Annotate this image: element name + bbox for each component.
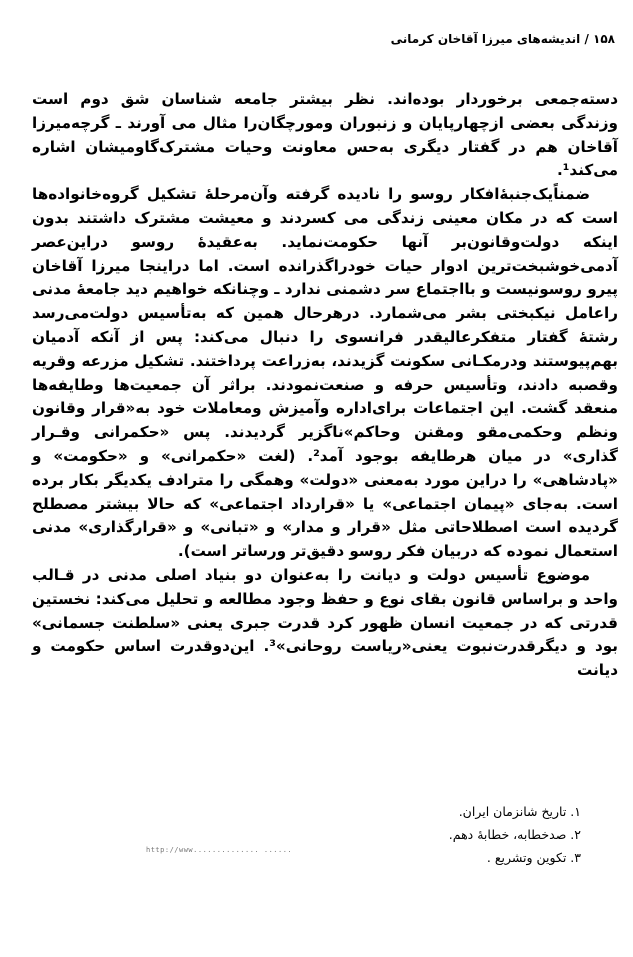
body-text (32, 88, 618, 683)
footnote: ۳. تکوین وتشریع . (486, 850, 581, 865)
header-separator: / (584, 32, 589, 46)
paragraph: موضوع تأسیس دولت و دیانت را به‌عنوان دو بنیاد اصلی مدنی در قـالب واحد و براساس قانون بقای نوع و حفظ وجود مطالعه و تحلیل می‌کند: نخستین قدرتی که در جمعیت انسان ظهور کرد قدرت جبری یعنی «سلطنت جسمانی» بود و دیگرقدرت‌نبوت یعنی«ریاست روحانی»³. این‌دوقدرت اساس حکومت و دیانت (32, 565, 618, 680)
paragraph: دسته‌جمعی برخوردار بوده‌اند. نظر بیشتر جامعه شناسان شق دوم است وزندگی بعضی ازچهارپایان و زنبوران ومورچگان‌را مثال می آورند ـ گرچه‌میرزا آقاخان هم در گفتار دیگری به‌حس معاونت وحیات مشترک‌گاومیشان اشاره می‌کند¹. (32, 90, 618, 180)
footnotes (449, 800, 581, 869)
running-title: اندیشه‌های میرزا آقاخان کرمانی (390, 32, 581, 46)
watermark-url: http://www.............. ...... (146, 846, 293, 854)
paragraph: ضمناً‌یک‌جنبهٔ‌افکار روسو را نادیده گرفته وآن‌مرحلهٔ تشکیل گروه‌خانواده‌ها است که در مکان معینی زندگی می کسردند و معیشت مشترک داشتند بدون اینکه دولت‌وقانون‌بر آنها حکومت‌نماید. به‌عقیدهٔ روسو دراین‌عصر آدمی‌خوشبخت‌ترین ادوار حیات خودراگذرانده است. اما دراینجا میرزا آقاخان پیرو روسونیست و بااجتماع سر دشمنی ندارد ـ وچنانکه خواهیم دید جامعهٔ مدنی راعامل نیکبختی بشر می‌شمارد. درهرحال همین که به‌تأسیس دولت‌می‌رسد رشتهٔ گفتار متفکرعالیقدر فرانسوی را دنبال می‌کند: پس از آنکه آدمیان بهم‌پیوستند ودرمکـانی سکونت گزیدند، به‌زراعت پرداختند. تشکیل مزرعه وقریه وقصبه دادند، وتأسیس حرفه و صنعت‌نمودند. براثر آن جمعیت‌ها وطایفه‌ها منعقد گشت. این اجتماعات برای‌اداره وآمیزش ومعاملات خود به«قرار وقانون ونظم وحکمی‌مقو ومقنن وحاکم»ناگزیر گردیدند. پس «حکمرانی وقـرار گذاری» در میان هرطایفه بوجود آمد². (لغت «حکمرانی» و «حکومت» و «پادشاهی» را دراین مورد به‌معنی «دولت» وهمگی را مترادف یکدیگر بکار برده است. به‌جای «پیمان اجتماعی» یا «قرارداد اجتماعی» که حالا بیشتر مصطلح گردیده است اصطلاحاتی مثل «قرار و مدار» و «تبانی» و «قرارگذاری» مدنی استعمال نموده که دربیان فکر روسو دقیق‌تر ورساتر است). (32, 185, 618, 561)
footnote: ۲. صدخطابه، خطابهٔ دهم. (448, 827, 581, 842)
running-header (391, 32, 615, 46)
page-number: ۱۵۸ (593, 32, 615, 46)
footnote: ۱. تاریخ شانزمان ایران. (458, 804, 581, 819)
